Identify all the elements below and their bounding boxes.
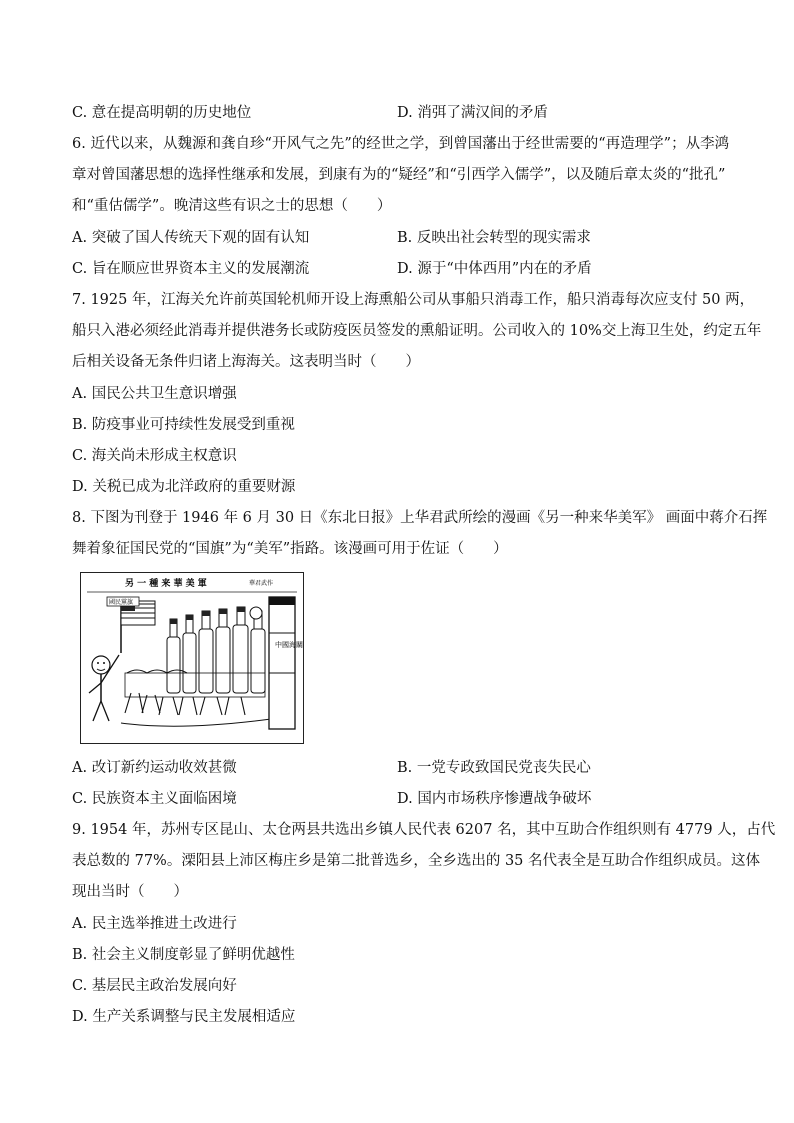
q7-stem-line-3: 后相关设备无条件归诸上海海关。这表明当时（ ） xyxy=(72,354,420,370)
q9-stem-line-1: 9. 1954 年，苏州专区昆山、太仓两县共选出乡镇人民代表 6207 名，其中互助合作组织则有 4779 人，占代 xyxy=(72,822,776,838)
q9-option-c: C. 基层民主政治发展向好 xyxy=(72,978,237,994)
q9-option-b: B. 社会主义制度彰显了鲜明优越性 xyxy=(72,947,295,963)
q9-option-a: A. 民主选举推进土改进行 xyxy=(72,916,237,932)
q6-option-d: D. 源于“中体西用”内在的矛盾 xyxy=(397,261,592,277)
q5-option-c: C. 意在提高明朝的历史地位 xyxy=(72,105,252,121)
cartoon-gate-text: 中國海關 xyxy=(275,641,303,649)
q6-stem-line-3: 和“重估儒学”。晚清这些有识之士的思想（ ） xyxy=(72,198,392,214)
q8-stem-line-2: 舞着象征国民党的“国旗”为“美军”指路。该漫画可用于佐证（ ） xyxy=(72,541,508,557)
q6-stem-line-1: 6. 近代以来，从魏源和龚自珍“开风气之先”的经世之学，到曾国藩出于经世需要的“再造理学”；从李鸿 xyxy=(72,136,730,152)
cartoon-title: 另 一 種 来 華 美 軍 xyxy=(125,579,207,589)
cartoon-flag-text: 國民黨旗 xyxy=(109,599,134,606)
q8-stem-line-1: 8. 下图为刊登于 1946 年 6 月 30 日《东北日报》上华君武所绘的漫画《另一种来华美军》 画面中蒋介石挥 xyxy=(72,510,768,526)
q7-option-d: D. 关税已成为北洋政府的重要财源 xyxy=(72,479,296,495)
q5-option-d: D. 消弭了满汉间的矛盾 xyxy=(397,105,548,121)
q8-option-d: D. 国内市场秩序惨遭战争破坏 xyxy=(397,791,592,807)
q7-option-a: A. 国民公共卫生意识增强 xyxy=(72,386,237,402)
q9-stem-line-3: 现出当时（ ） xyxy=(72,884,188,900)
q7-stem-line-2: 船只入港必须经此消毒并提供港务长或防疫医员签发的熏船证明。公司收入的 10%交上海卫生处，约定五年 xyxy=(72,323,762,339)
cartoon-author: 華君武作 xyxy=(249,580,274,587)
q8-option-b: B. 一党专政致国民党丧失民心 xyxy=(397,760,591,776)
cartoon-image xyxy=(80,572,304,744)
q9-stem-line-2: 表总数的 77%。溧阳县上沛区梅庄乡是第二批普选乡，全乡选出的 35 名代表全是互助合作组织成员。这体 xyxy=(72,853,761,869)
q7-option-b: B. 防疫事业可持续性发展受到重视 xyxy=(72,417,295,433)
q6-option-a: A. 突破了国人传统天下观的固有认知 xyxy=(72,230,310,246)
q8-option-c: C. 民族资本主义面临困境 xyxy=(72,791,237,807)
q6-stem-line-2: 章对曾国藩思想的选择性继承和发展，到康有为的“疑经”和“引西学入儒学”，以及随后章太炎的“批孔” xyxy=(72,167,726,183)
q9-option-d: D. 生产关系调整与民主发展相适应 xyxy=(72,1009,296,1025)
q8-option-a: A. 改订新约运动收效甚微 xyxy=(72,760,237,776)
q7-stem-line-1: 7. 1925 年，江海关允许前英国轮机师开设上海熏船公司从事船只消毒工作，船只消毒每次应支付 50 两， xyxy=(72,292,755,308)
q7-option-c: C. 海关尚未形成主权意识 xyxy=(72,448,237,464)
q6-option-c: C. 旨在顺应世界资本主义的发展潮流 xyxy=(72,261,310,277)
q6-option-b: B. 反映出社会转型的现实需求 xyxy=(397,230,591,246)
